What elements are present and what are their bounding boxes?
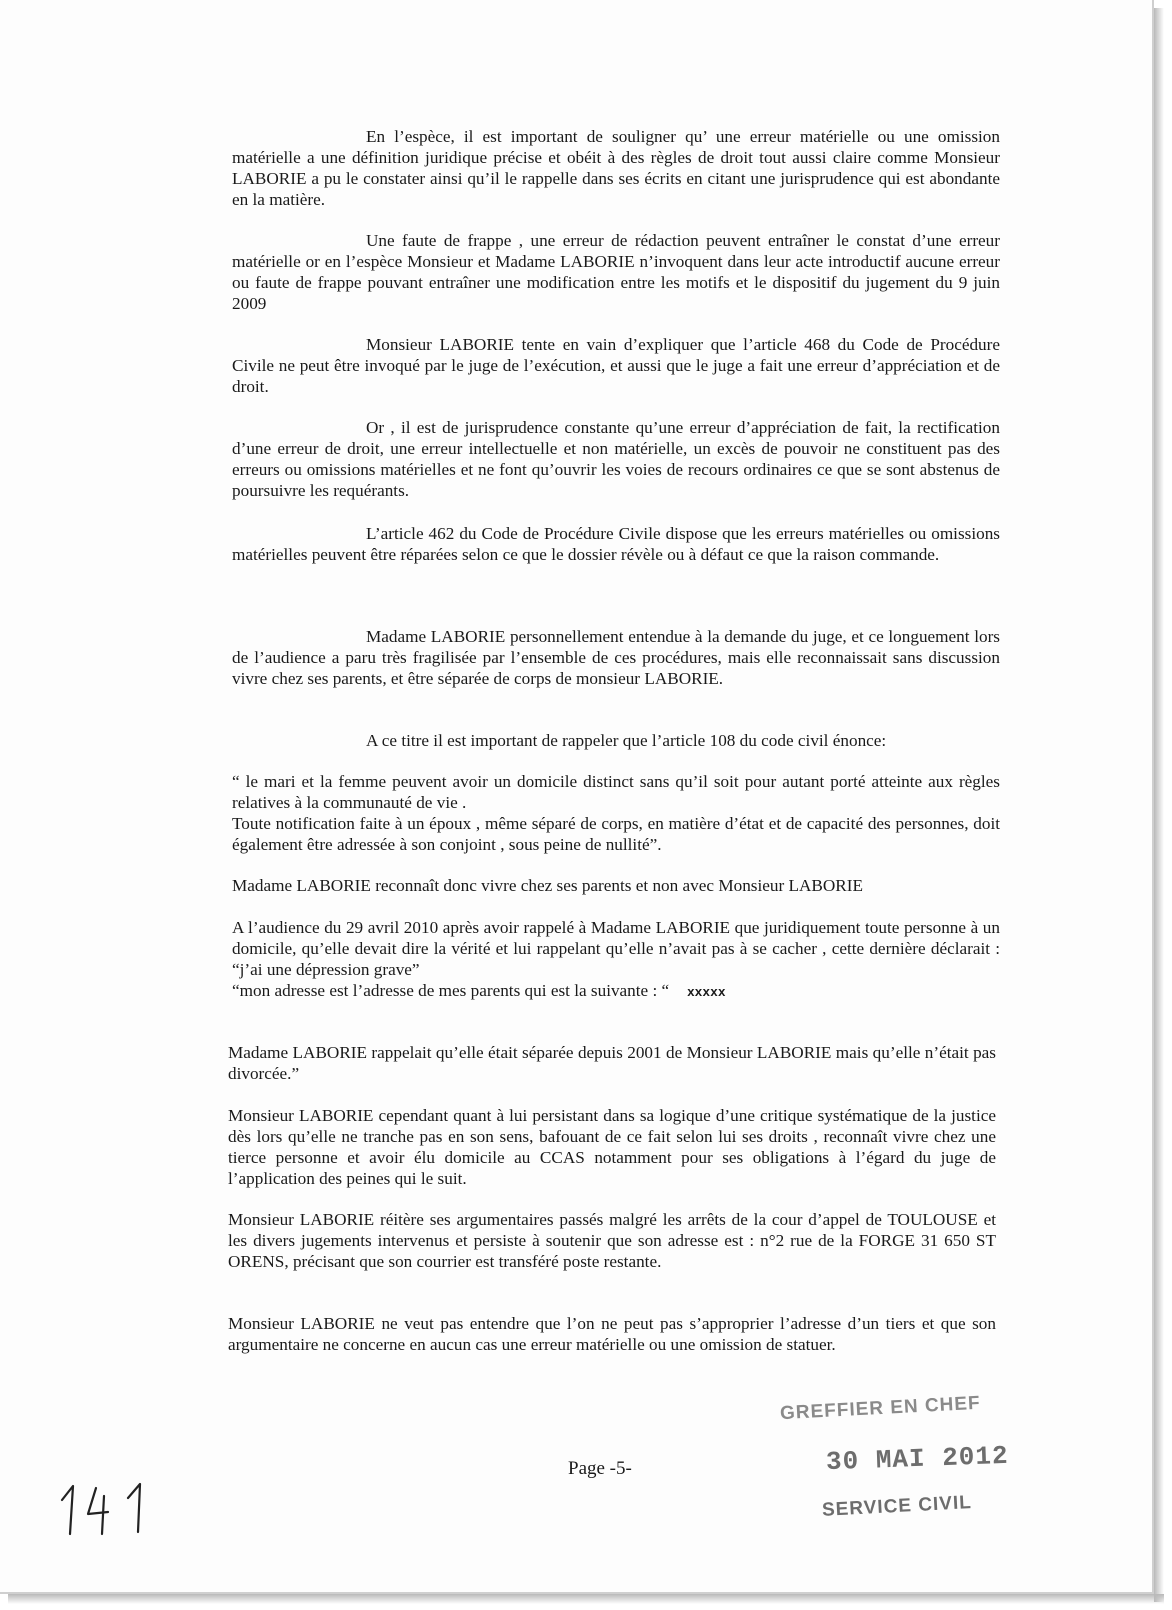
paragraph-9: A l’audience du 29 avril 2010 après avoir rappelé à Madame LABORIE que juridiquement toute personne à un domicile, qu’elle devait dire la vérité et lui rappelant qu’elle n’avait pas à se cacher , cette dernière déclarait : “j’ai une dépression grave” “mon adresse est l’adresse de mes parents qui est la suivante : “ xxxxx [232,918,1000,1000]
paragraph-5: L’article 462 du Code de Procédure Civile dispose que les erreurs matérielles ou omissions matérielles peuvent être réparées selon ce que le dossier révèle ou à défaut ce que la raison commande. [232,524,1000,564]
redacted-address: xxxxx [687,984,726,999]
address-line: “mon adresse est l’adresse de mes parents qui est la suivante : “ xxxxx [232,981,726,1000]
paragraph-4: Or , il est de jurisprudence constante qu’une erreur d’appréciation de fait, la rectification d’une erreur de droit, une erreur intellectuelle et non matérielle, un excès de pouvoir ne constituent pas des erreurs ou omissions matérielles et ne font qu’ouvrir les voies de recours ordinaires ce que se sont abstenus de poursuivre les requérants. [232,418,1000,500]
paragraph-6: Madame LABORIE personnellement entendue à la demande du juge, et ce longuement lors de l’audience a paru très fragilisée par l’ensemble de ces procédures, mais elle reconnaissait sans discussion vivre chez ses parents, et être séparée de corps de monsieur LABORIE. [232,627,1000,688]
paragraph-2: Une faute de frappe , une erreur de rédaction peuvent entraîner le constat d’une erreur matérielle or en l’espèce Monsieur et Madame LABORIE n’invoquent dans leur acte introductif aucune erreur ou faute de frappe pouvant entraîner une modification entre les motifs et le dispositif du jugement du 9 juin 2009 [232,231,1000,313]
paragraph-3: Monsieur LABORIE tente en vain d’expliquer que l’article 468 du Code de Procédure Civile ne peut être invoqué par le juge de l’exécution, et aussi que le juge a fait une erreur d’appréciation et de droit. [232,335,1000,396]
handwritten-page-number [58,1482,158,1543]
stamp-greffier: GREFFIER EN CHEF [779,1392,982,1425]
page-shadow-right [1154,8,1164,1602]
page-number: Page -5- [568,1458,632,1479]
paragraph-11: Monsieur LABORIE cependant quant à lui persistant dans sa logique d’une critique systématique de la justice dès lors qu’elle ne tranche pas en son sens, bafouant de ce fait selon lui ses droits , reconnaît vivre chez une tierce personne et avoir élu domicile au CCAS notamment pour ses obligations à l’égard du juge de l’application des peines qui le suit. [228,1106,996,1188]
stamp-date: 30 MAI 2012 [825,1440,1010,1478]
quote-article-108: “ le mari et la femme peuvent avoir un domicile distinct sans qu’il soit pour autant porté atteinte aux règles relatives à la communauté de vie . Toute notification faite à un époux , même séparé de corps, en matière d’état et de capacité des personnes, doit également être adressée à son conjoint , sous peine de nullité”. [232,772,1000,854]
page-shadow-bottom [8,1594,1164,1604]
paragraph-7: A ce titre il est important de rappeler que l’article 108 du code civil énonce: [366,731,887,750]
paragraph-12: Monsieur LABORIE réitère ses argumentaires passés malgré les arrêts de la cour d’appel de TOULOUSE et les divers jugements intervenus et persiste à soutenir que son adresse est : n°2 rue de la FORGE 31 650 ST ORENS, précisant que son courrier est transféré poste restante. [228,1210,996,1271]
paragraph-13: Monsieur LABORIE ne veut pas entendre que l’on ne peut pas s’approprier l’adresse d’un tiers et que son argumentaire ne concerne en aucun cas une erreur matérielle ou une omission de statuer. [228,1314,996,1354]
stamp-service-civil: SERVICE CIVIL [821,1492,973,1521]
paragraph-8: Madame LABORIE reconnaît donc vivre chez ses parents et non avec Monsieur LABORIE [232,876,863,895]
paragraph-1: En l’espèce, il est important de souligner qu’ une erreur matérielle ou une omission matérielle a une définition juridique précise et obéit à des règles de droit tout aussi claire comme Monsieur LABORIE a pu le constater ainsi qu’il le rappelle dans ses écrits en citant une jurisprudence qui est abondante en la matière. [232,127,1000,209]
paragraph-10: Madame LABORIE rappelait qu’elle était séparée depuis 2001 de Monsieur LABORIE mais qu’elle n’était pas divorcée.” [228,1043,996,1083]
handwritten-number-drawing [58,1482,158,1538]
